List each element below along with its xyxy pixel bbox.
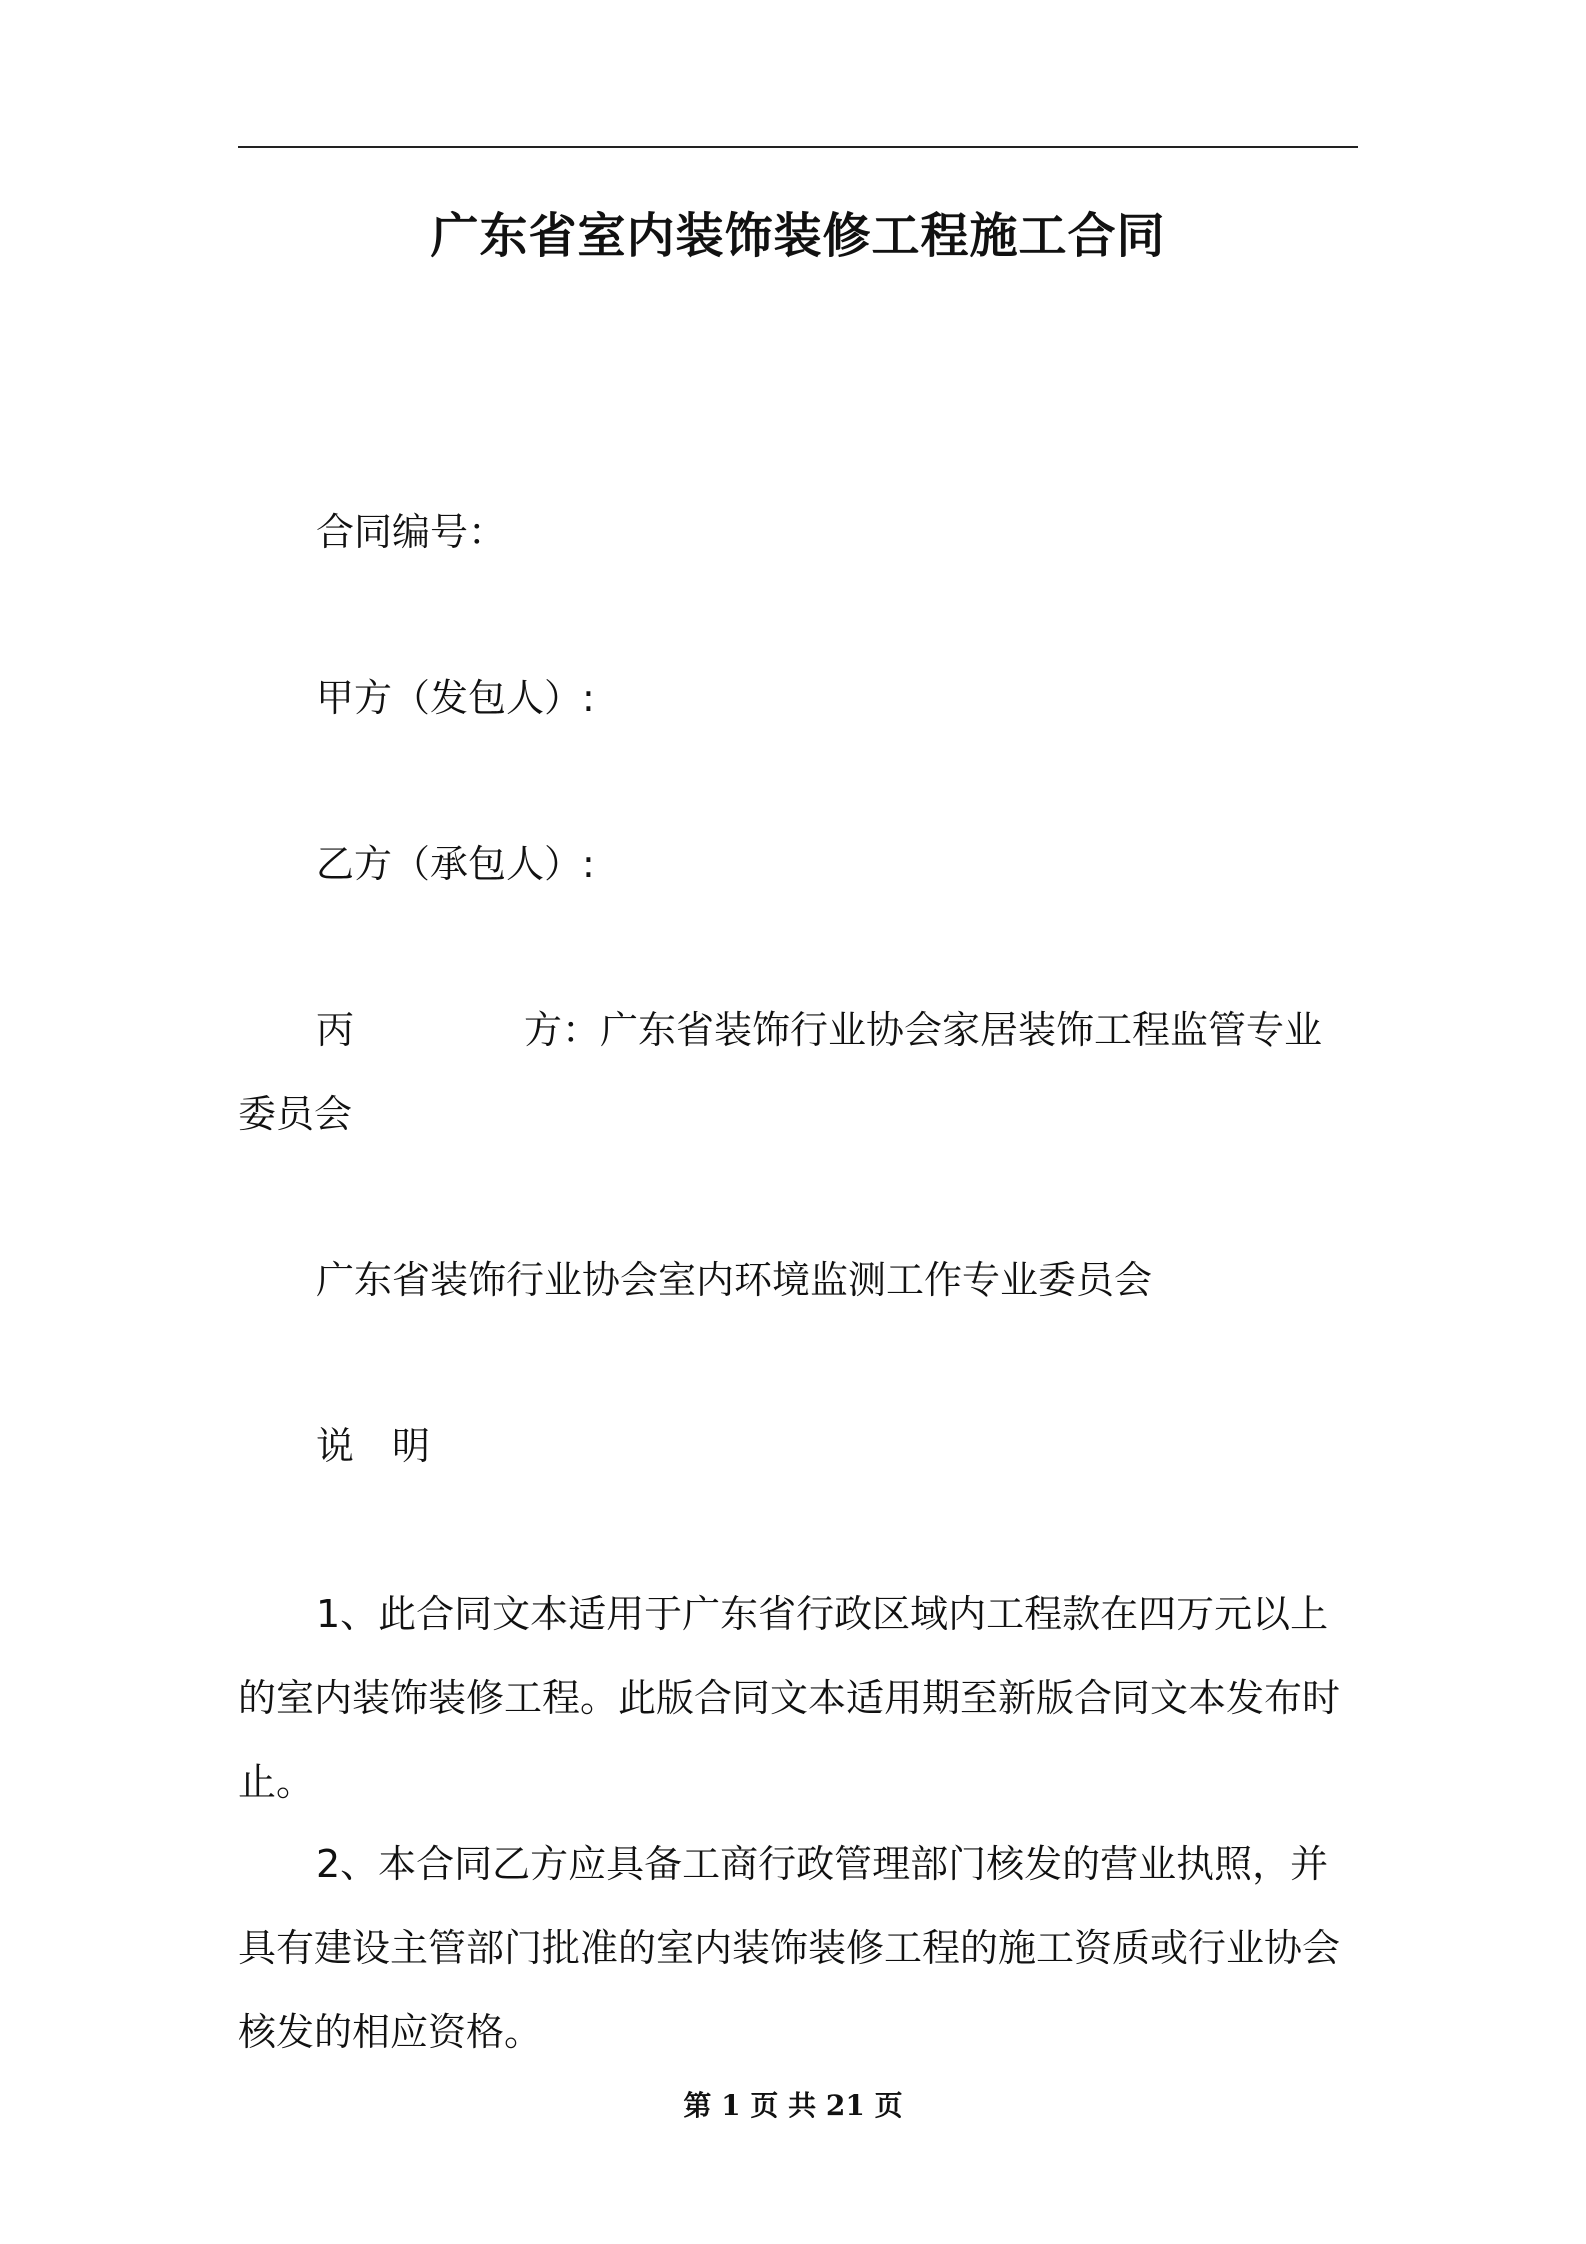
party-c-value: 广东省装饰行业协会家居装饰工程监管专业委员会: [238, 1008, 1323, 1136]
party-c-label-end: 方：: [524, 1008, 601, 1052]
party-c-block: [238, 988, 1358, 1156]
party-a-label: 甲方（发包人）:: [316, 676, 595, 720]
party-c-extra: 广东省装饰行业协会室内环境监测工作专业委员会: [316, 1258, 1153, 1302]
note-2-text: 2、本合同乙方应具备工商行政管理部门核发的营业执照，并具有建设主管部门批准的室内装饰装修工程的施工资质或行业协会核发的相应资格。: [238, 1842, 1341, 2054]
party-c-label-start: 丙: [316, 1008, 355, 1052]
contract-number-label: 合同编号：: [316, 510, 507, 554]
party-b-label: 乙方（承包人）:: [316, 842, 595, 886]
notes-heading: 说 明: [316, 1424, 431, 1468]
page-indicator: 第 1 页 共 21 页: [683, 2089, 903, 2122]
note-1-text: 1、此合同文本适用于广东省行政区域内工程款在四万元以上的室内装饰装修工程。此版合同文本适用期至新版合同文本发布时止。: [238, 1592, 1341, 1804]
header-rule: [238, 146, 1358, 148]
document-title: 广东省室内装饰装修工程施工合同: [430, 208, 1166, 264]
note-2: [238, 1822, 1358, 2074]
note-1: [238, 1572, 1358, 1824]
